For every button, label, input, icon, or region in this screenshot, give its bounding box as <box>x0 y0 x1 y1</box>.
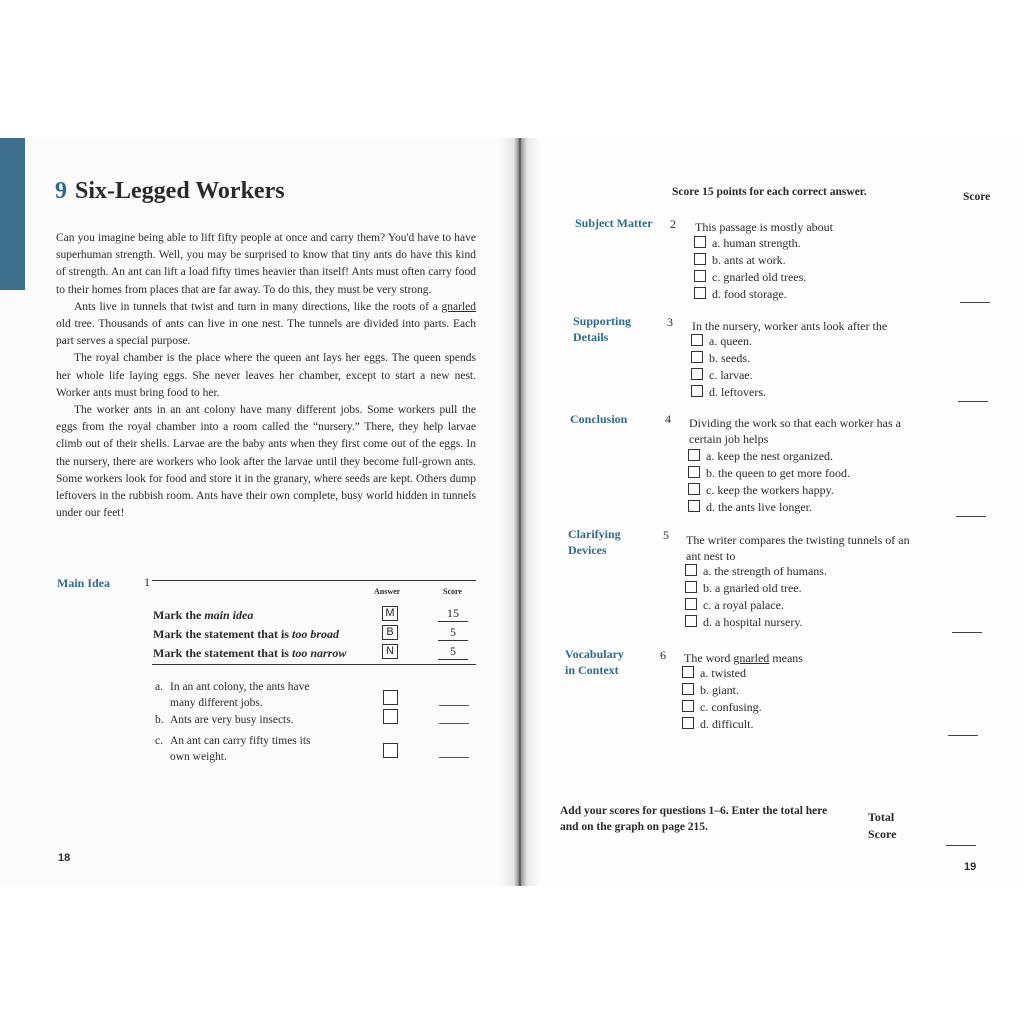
question-5-options <box>685 563 827 631</box>
mark-too-broad-instruction: Mark the statement that is too broad <box>153 627 339 641</box>
checkbox[interactable] <box>685 564 697 576</box>
question-2-score-blank[interactable] <box>960 302 990 303</box>
chapter-title <box>55 178 285 205</box>
checkbox[interactable] <box>694 270 706 282</box>
passage-paragraph-2: Ants live in tunnels that twist and turn in many directions, like the roots of a gnarled old tree. Thousands of ants can live in one nest. The tunnels are divided into parts. Each part serves a special purpose. <box>56 300 476 348</box>
checkbox[interactable] <box>691 334 703 346</box>
score-main-idea: 15 <box>438 606 468 622</box>
answer-column-header: Answer <box>374 587 401 596</box>
chapter-title-text: Six-Legged Workers <box>75 178 285 204</box>
question-4-option-b[interactable]: b. the queen to get more food. <box>688 465 850 482</box>
main-idea-option-b-checkbox[interactable] <box>383 709 398 724</box>
main-idea-bottom-rule <box>152 664 476 665</box>
checkbox[interactable] <box>688 483 700 495</box>
checkbox[interactable] <box>682 717 694 729</box>
score-too-broad: 5 <box>438 625 468 641</box>
main-idea-option-b-letter: b. <box>155 714 164 726</box>
question-2-number: 2 <box>670 217 676 231</box>
checkbox[interactable] <box>694 253 706 265</box>
score-too-narrow: 5 <box>438 644 468 660</box>
question-3-option-a[interactable]: a. queen. <box>691 333 766 350</box>
question-3-score-blank[interactable] <box>958 401 988 402</box>
main-idea-option-b-score-blank[interactable] <box>439 723 469 724</box>
score-column-header: Score <box>443 587 462 596</box>
main-idea-option-c-score-blank[interactable] <box>439 757 469 758</box>
checkbox[interactable] <box>691 368 703 380</box>
category-subject-matter: Subject Matter <box>575 216 653 230</box>
question-5-option-a[interactable]: a. the strength of humans. <box>685 563 827 580</box>
category-vocabulary-in-context: Vocabulary in Context <box>565 647 624 677</box>
question-6-options <box>682 665 762 733</box>
question-6-number: 6 <box>660 648 666 662</box>
category-clarifying-devices: Clarifying Devices <box>568 527 621 557</box>
category-conclusion: Conclusion <box>570 412 628 426</box>
question-2-options <box>694 235 806 303</box>
question-6-option-c[interactable]: c. confusing. <box>682 699 762 716</box>
question-6-option-a[interactable]: a. twisted <box>682 665 762 682</box>
checkbox[interactable] <box>691 351 703 363</box>
question-4-option-a[interactable]: a. keep the nest organized. <box>688 448 850 465</box>
question-4-score-blank[interactable] <box>956 516 986 517</box>
total-score-blank[interactable] <box>946 845 976 846</box>
question-5-text: The writer compares the twisting tunnels of an ant nest to <box>686 533 910 563</box>
right-page-number: 19 <box>964 861 977 873</box>
vocabulary-word-gnarled: gnarled <box>733 651 770 665</box>
main-idea-option-b-text: Ants are very busy insects. <box>170 714 294 726</box>
score-column-header-right: Score <box>963 191 991 203</box>
question-6-score-blank[interactable] <box>948 735 978 736</box>
question-5-number: 5 <box>663 528 669 542</box>
main-idea-option-a-score-blank[interactable] <box>439 705 469 706</box>
question-5-option-c[interactable]: c. a royal palace. <box>685 597 827 614</box>
question-2-option-b[interactable]: b. ants at work. <box>694 252 806 269</box>
question-3-options <box>691 333 766 401</box>
question-2-option-c[interactable]: c. gnarled old trees. <box>694 269 806 286</box>
checkbox[interactable] <box>691 385 703 397</box>
question-4-text: Dividing the work so that each worker has a certain job helps <box>689 416 901 446</box>
question-2-option-a[interactable]: a. human strength. <box>694 235 806 252</box>
checkbox[interactable] <box>685 598 697 610</box>
question-3-option-d[interactable]: d. leftovers. <box>691 384 766 401</box>
question-6-text: The word gnarled means <box>684 651 803 665</box>
main-idea-option-a-checkbox[interactable] <box>383 690 398 705</box>
question-4-option-c[interactable]: c. keep the workers happy. <box>688 482 850 499</box>
question-5-score-blank[interactable] <box>952 632 982 633</box>
question-3-option-c[interactable]: c. larvae. <box>691 367 766 384</box>
question-6-option-d[interactable]: d. difficult. <box>682 716 762 733</box>
reading-passage <box>56 230 476 522</box>
question-2-text: This passage is mostly about <box>695 220 833 234</box>
chapter-tab-marker <box>0 138 25 290</box>
total-score-label: Total Score <box>868 810 897 841</box>
main-idea-option-a-text: In an ant colony, the ants have many different jobs. <box>170 681 310 709</box>
main-idea-option-c-letter: c. <box>155 735 163 747</box>
question-5-option-d[interactable]: d. a hospital nursery. <box>685 614 827 631</box>
question-4-number: 4 <box>665 412 671 426</box>
main-idea-option-a-letter: a. <box>155 681 163 693</box>
total-instructions: Add your scores for questions 1–6. Enter the total here and on the graph on page 215. <box>560 805 828 833</box>
scoring-instruction: Score 15 points for each correct answer. <box>672 186 867 198</box>
answer-letter-box-b: B <box>382 625 398 640</box>
checkbox[interactable] <box>685 581 697 593</box>
book-spine-gutter <box>500 138 540 886</box>
question-5-option-b[interactable]: b. a gnarled old tree. <box>685 580 827 597</box>
question-2-option-d[interactable]: d. food storage. <box>694 286 806 303</box>
question-3-option-b[interactable]: b. seeds. <box>691 350 766 367</box>
checkbox[interactable] <box>685 615 697 627</box>
checkbox[interactable] <box>688 466 700 478</box>
vocabulary-word-gnarled: gnarled <box>441 300 476 313</box>
question-6-option-b[interactable]: b. giant. <box>682 682 762 699</box>
main-idea-number: 1 <box>144 575 150 589</box>
question-4-options <box>688 448 850 516</box>
checkbox[interactable] <box>688 449 700 461</box>
checkbox[interactable] <box>682 683 694 695</box>
answer-letter-box-n: N <box>382 644 398 659</box>
main-idea-option-c-checkbox[interactable] <box>383 743 398 758</box>
main-idea-option-c-text: An ant can carry fifty times its own weight. <box>170 735 311 763</box>
mark-main-idea-instruction: Mark the main idea <box>153 608 254 622</box>
checkbox[interactable] <box>688 500 700 512</box>
question-3-number: 3 <box>667 315 673 329</box>
passage-paragraph-1: Can you imagine being able to lift fifty people at once and carry them? You'd have to have superhuman strength. Well, you may be surprised to know that tiny ants do have this kind of strength. An ant can lift a load fifty times heavier than itself! Ants must often carry food to their homes from places that are far away. To do this, they must be very strong. <box>56 232 476 296</box>
main-idea-label: Main Idea <box>57 576 111 590</box>
category-supporting-details: Supporting Details <box>573 314 632 344</box>
checkbox[interactable] <box>682 666 694 678</box>
answer-letter-box-m: M <box>382 606 398 621</box>
passage-paragraph-3: The royal chamber is the place where the queen ant lays her eggs. The queen spends her whole life laying eggs. She never leaves her chamber, except to start a new nest. Worker ants must bring food to her. <box>56 352 476 399</box>
checkbox[interactable] <box>694 287 706 299</box>
checkbox[interactable] <box>682 700 694 712</box>
left-page-number: 18 <box>58 852 71 864</box>
chapter-number: 9 <box>55 178 67 204</box>
main-idea-top-rule <box>152 580 476 581</box>
question-4-option-d[interactable]: d. the ants live longer. <box>688 499 850 516</box>
mark-too-narrow-instruction: Mark the statement that is too narrow <box>153 646 347 660</box>
checkbox[interactable] <box>694 236 706 248</box>
passage-paragraph-4: The worker ants in an ant colony have many different jobs. Some workers pull the eggs from the royal chamber into a room called the “nursery.” There, they help larvae climb out of their shells. Larvae are the baby ants when they first come out of the eggs. In the nursery, there are workers who look after the larvae until they become full-grown ants. Some workers look for food and store it in the granary, where seeds are kept. Others dump leftovers in the rubbish room. Ants have their own complete, busy world hidden in tunnels under our feet! <box>56 404 476 520</box>
question-3-text: In the nursery, worker ants look after the <box>692 319 888 333</box>
